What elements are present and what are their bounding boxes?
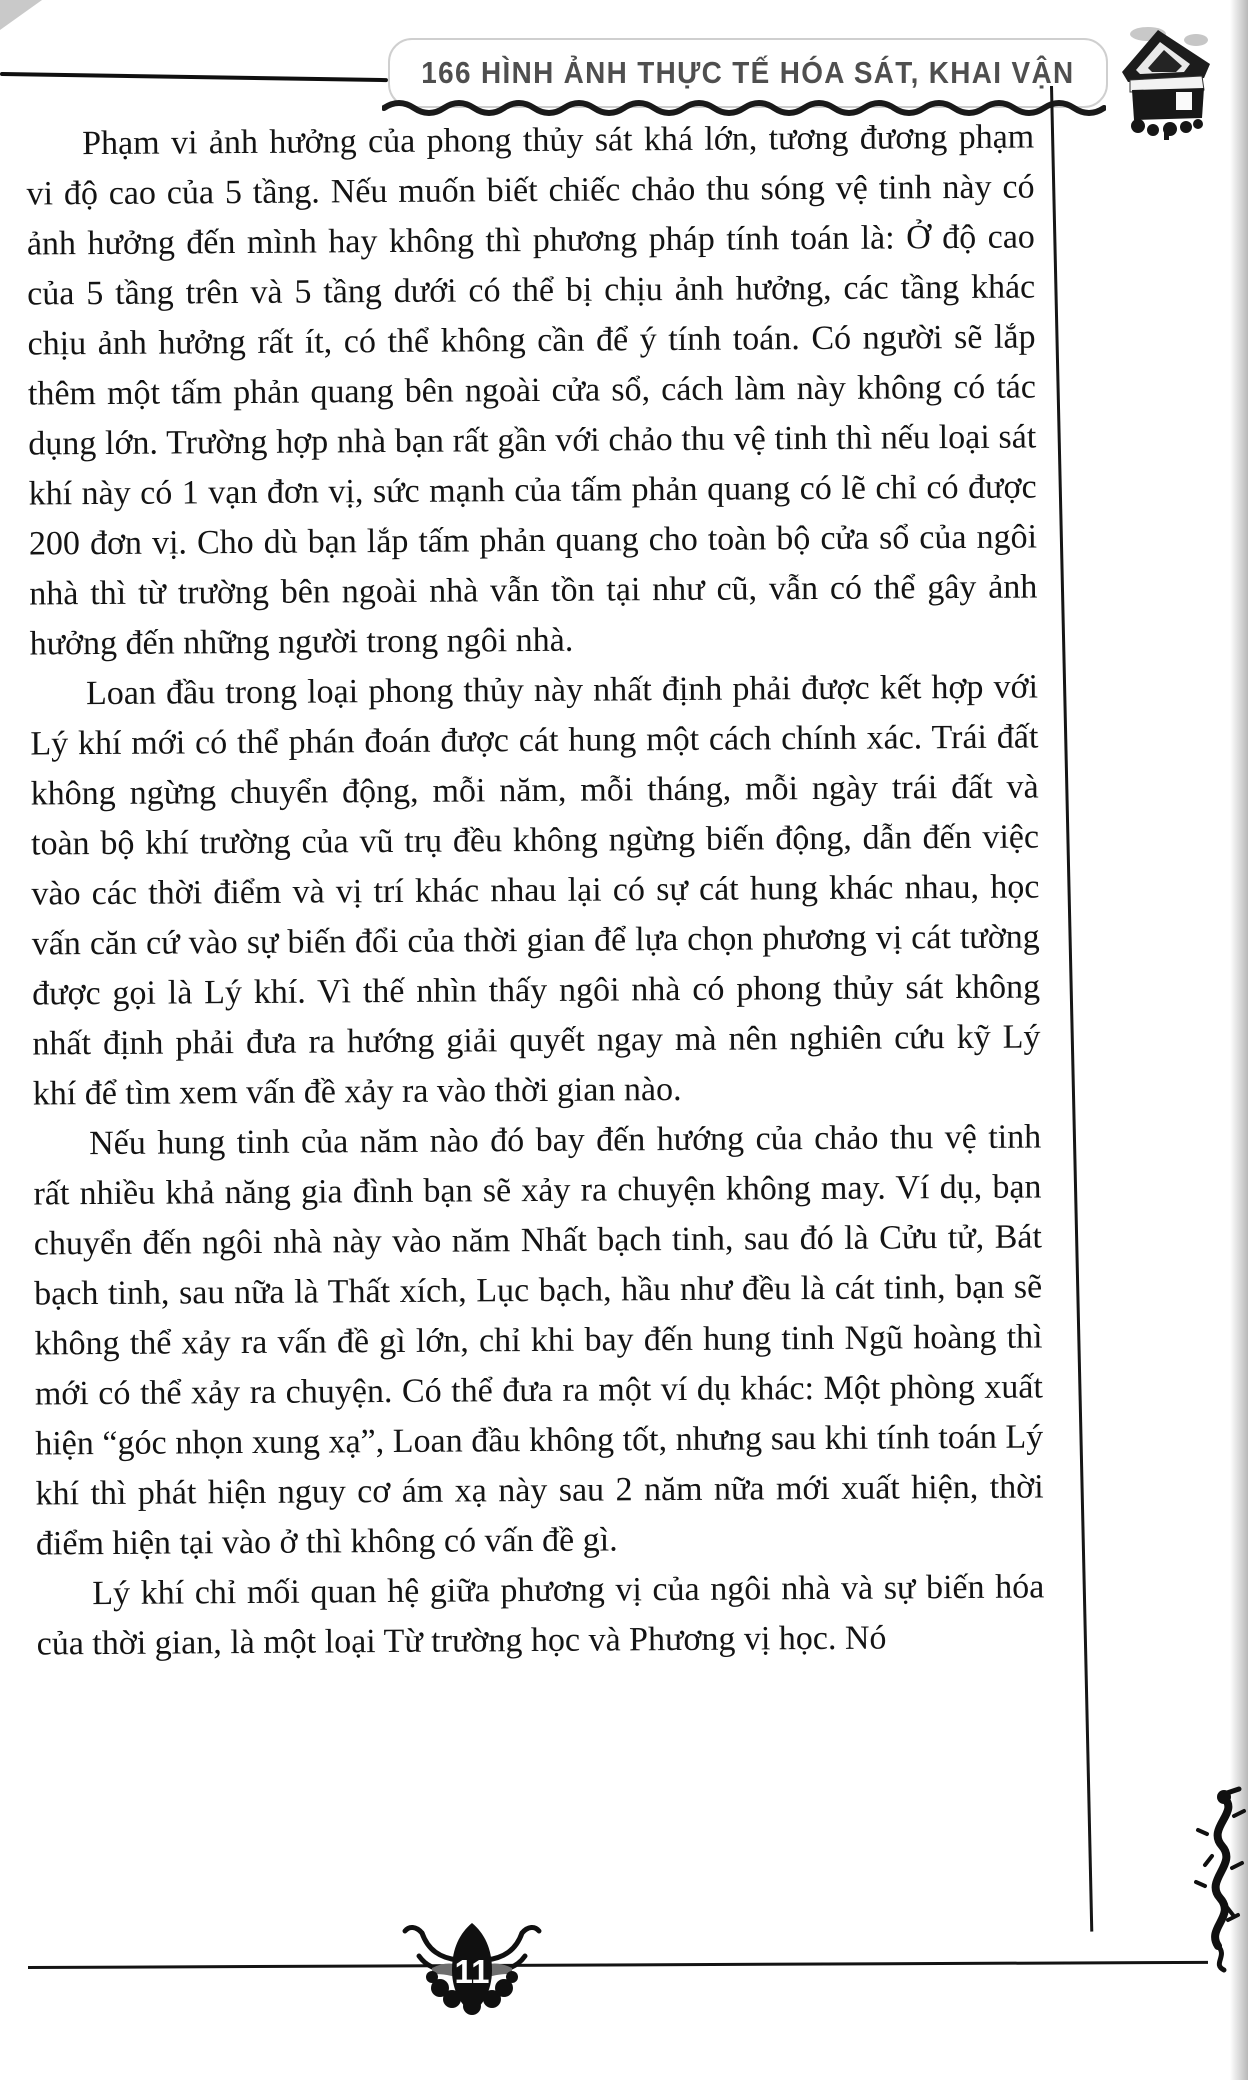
paragraph-4: Lý khí chỉ mối quan hệ giữa phương vị của ngôi nhà và sự biến hóa của thời gian, là một loại Từ trường học và Phương vị học. Nó bbox=[36, 1568, 1045, 1663]
footer-rule bbox=[28, 1961, 1208, 1969]
chapter-title: 166 HÌNH ẢNH THỰC TẾ HÓA SÁT, KHAI VẬN bbox=[421, 55, 1075, 90]
dragon-ornament-icon bbox=[1194, 1786, 1248, 1974]
body-text bbox=[26, 112, 1045, 1669]
paragraph-3: Nếu hung tinh của năm nào đó bay đến hướng của chảo thu vệ tinh rất nhiều khả năng gia đình bạn sẽ xảy ra chuyện không may. Ví dụ, bạn chuyển đến ngôi nhà này vào năm Nhất bạch tinh, sau đó là Cửu tử, Bát bạch tinh, sau nữa là Thất xích, Lục bạch, hầu như đều là cát tinh, bạn sẽ không thể xảy ra vấn đề gì lớn, chỉ khi bay đến hung tinh Ngũ hoàng thì mới có thể xảy ra chuyện. Có thể đưa ra một ví dụ khác: Một phòng xuất hiện “góc nhọn xung xạ”, Loan đầu không tốt, nhưng sau khi tính toán Lý khí thì phát hiện nguy cơ ám xạ này sau 2 năm nữa mới xuất hiện, thời điểm hiện tại vào ở thì không có vấn đề gì. bbox=[33, 1118, 1044, 1563]
page-number-emblem bbox=[392, 1918, 552, 2018]
page-number: 11 bbox=[454, 1953, 490, 1990]
page-edge-shadow bbox=[1230, 0, 1248, 2080]
paragraph-1: Phạm vi ảnh hưởng của phong thủy sát khá lớn, tương đương phạm vi độ cao của 5 tầng. Nếu muốn biết chiếc chảo thu sóng vệ tinh này có ảnh hưởng đến mình hay không thì phương pháp tính toán là: Ở độ cao của 5 tầng trên và 5 tầng dưới có thể bị chịu ảnh hưởng, các tầng khác chịu ảnh hưởng rất ít, có thể không cần để ý tính toán. Có người sẽ lắp thêm một tấm phản quang bên ngoài cửa sổ, cách làm này không có tác dụng lớn. Trường hợp nhà bạn rất gần với chảo thu vệ tinh thì nếu loại sát khí này có 1 vạn đơn vị, sức mạnh của tấm phản quang có lẽ chỉ có được 200 đơn vị. Cho dù bạn lắp tấm phản quang cho toàn bộ cửa sổ của ngôi nhà thì từ trường bên ngoài nhà vẫn tồn tại như cũ, vẫn có thể gây ảnh hưởng đến những người trong ngôi nhà. bbox=[26, 118, 1038, 663]
house-icon bbox=[1118, 24, 1214, 142]
header-rule bbox=[0, 72, 388, 82]
page-corner-fold bbox=[0, 0, 42, 30]
right-margin-rule bbox=[1050, 86, 1093, 1932]
paragraph-2: Loan đầu trong loại phong thủy này nhất định phải được kết hợp với Lý khí mới có thể phán đoán được cát hung một cách chính xác. Trái đất không ngừng chuyển động, mỗi năm, mỗi tháng, mỗi ngày trái đất và toàn bộ khí trường của vũ trụ đều không ngừng biến động, dẫn đến việc vào các thời điểm và vị trí khác nhau lại có sự cát hung khác nhau, học vấn căn cứ vào sự biến đổi của thời gian để lựa chọn phương vị cát tường được gọi là Lý khí. Vì thế nhìn thấy ngôi nhà có phong thủy sát không nhất định phải đưa ra hướng giải quyết ngay mà nên nghiên cứu kỹ Lý khí để tìm xem vấn đề xảy ra vào thời gian nào. bbox=[30, 668, 1041, 1113]
